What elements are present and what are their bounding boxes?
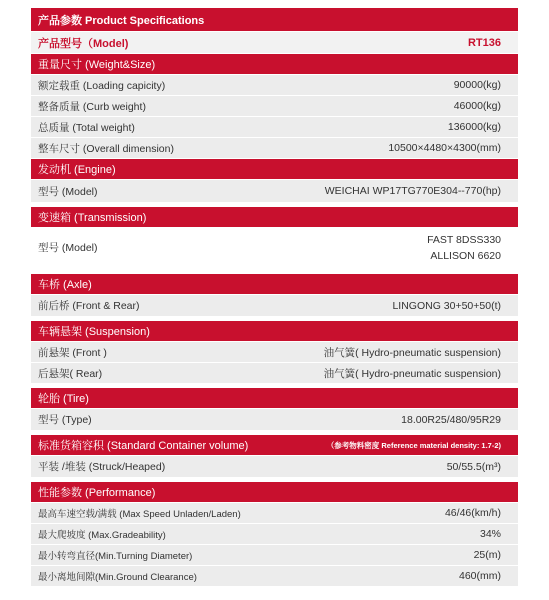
spec-row [31, 566, 518, 587]
density-note: （参考物料密度 Reference material density: 1.7-2) [326, 440, 501, 450]
spec-value: 136000(kg) [447, 121, 501, 133]
spec-row [31, 228, 518, 268]
spec-label: 后悬架( Rear) [38, 367, 103, 380]
spec-label: 最大爬坡度 (Max.Gradeability) [38, 530, 166, 541]
section-header-axle: 车桥 (Axle) [31, 274, 518, 295]
spec-value: 油气簧( Hydro-pneumatic suspension) [323, 367, 501, 380]
spec-row [31, 545, 518, 566]
section-header-performance: 性能参数 (Performance) [31, 482, 518, 503]
section-header-weight: 重量尺寸 (Weight&Size) [31, 54, 518, 75]
spec-value: 46/46(km/h) [444, 507, 501, 519]
spec-label: 总质量 (Total weight) [38, 121, 135, 134]
spec-label: 最高车速空载/满载 (Max Speed Unladen/Laden) [38, 509, 241, 520]
spec-row [31, 117, 518, 138]
section-header-transmission: 变速箱 (Transmission) [31, 207, 518, 228]
model-label: 产品型号（Model) [38, 37, 129, 50]
spec-value: 460(mm) [458, 570, 501, 582]
model-value: RT136 [467, 36, 501, 49]
spec-row [31, 363, 518, 384]
spec-label: 型号 (Model) [38, 242, 98, 254]
spec-row [31, 409, 518, 431]
spec-row [31, 75, 518, 96]
model-row [31, 32, 518, 54]
spec-label: 型号 (Type) [38, 414, 92, 426]
spec-label: 额定载重 (Loading capicity) [38, 79, 166, 92]
spec-row [31, 456, 518, 478]
spec-value: 90000(kg) [453, 79, 501, 91]
spec-label: 最小转弯直径(Min.Turning Diameter) [38, 551, 193, 562]
spec-value: 50/55.5(m³) [446, 460, 501, 473]
spec-value: 25(m) [473, 549, 501, 561]
spec-row [31, 138, 518, 159]
spec-value: 18.00R25/480/95R29 [401, 413, 501, 426]
spec-value [427, 232, 501, 264]
spec-value: 10500×4480×4300(mm) [388, 142, 501, 154]
section-header-container [31, 435, 518, 456]
spec-sheet [31, 8, 518, 587]
spec-label: 型号 (Model) [38, 185, 98, 198]
spec-value: WEICHAI WP17TG770E304--770(hp) [324, 185, 501, 197]
section-header-engine: 发动机 (Engine) [31, 159, 518, 180]
spec-label: 平装 /堆装 (Struck/Heaped) [38, 461, 166, 473]
section-header-suspension: 车辆悬架 (Suspension) [31, 321, 518, 342]
spec-value: 46000(kg) [453, 100, 501, 112]
sheet-title: 产品参数 Product Specifications [31, 8, 518, 32]
spec-row [31, 180, 518, 203]
spec-row [31, 503, 518, 524]
spec-value-line: FAST 8DSS330 [427, 233, 501, 246]
spec-label: 整备质量 (Curb weight) [38, 100, 146, 113]
spec-value: LINGONG 30+50+50(t) [392, 299, 501, 312]
spec-value: 油气簧( Hydro-pneumatic suspension) [323, 346, 501, 359]
spec-label: 最小离地间隙(Min.Ground Clearance) [38, 572, 197, 583]
spec-row [31, 96, 518, 117]
section-header-label: 标准货箱容积 (Standard Container volume) [38, 440, 249, 452]
spec-label: 前悬架 (Front ) [38, 346, 107, 359]
spec-row [31, 295, 518, 317]
spec-value-line: ALLISON 6620 [430, 249, 501, 262]
spec-label: 前后桥 (Front & Rear) [38, 300, 140, 312]
section-header-tire: 轮胎 (Tire) [31, 388, 518, 409]
spec-row [31, 524, 518, 545]
spec-row [31, 342, 518, 363]
spec-value: 34% [479, 528, 501, 540]
spec-label: 整车尺寸 (Overall dimension) [38, 142, 174, 155]
